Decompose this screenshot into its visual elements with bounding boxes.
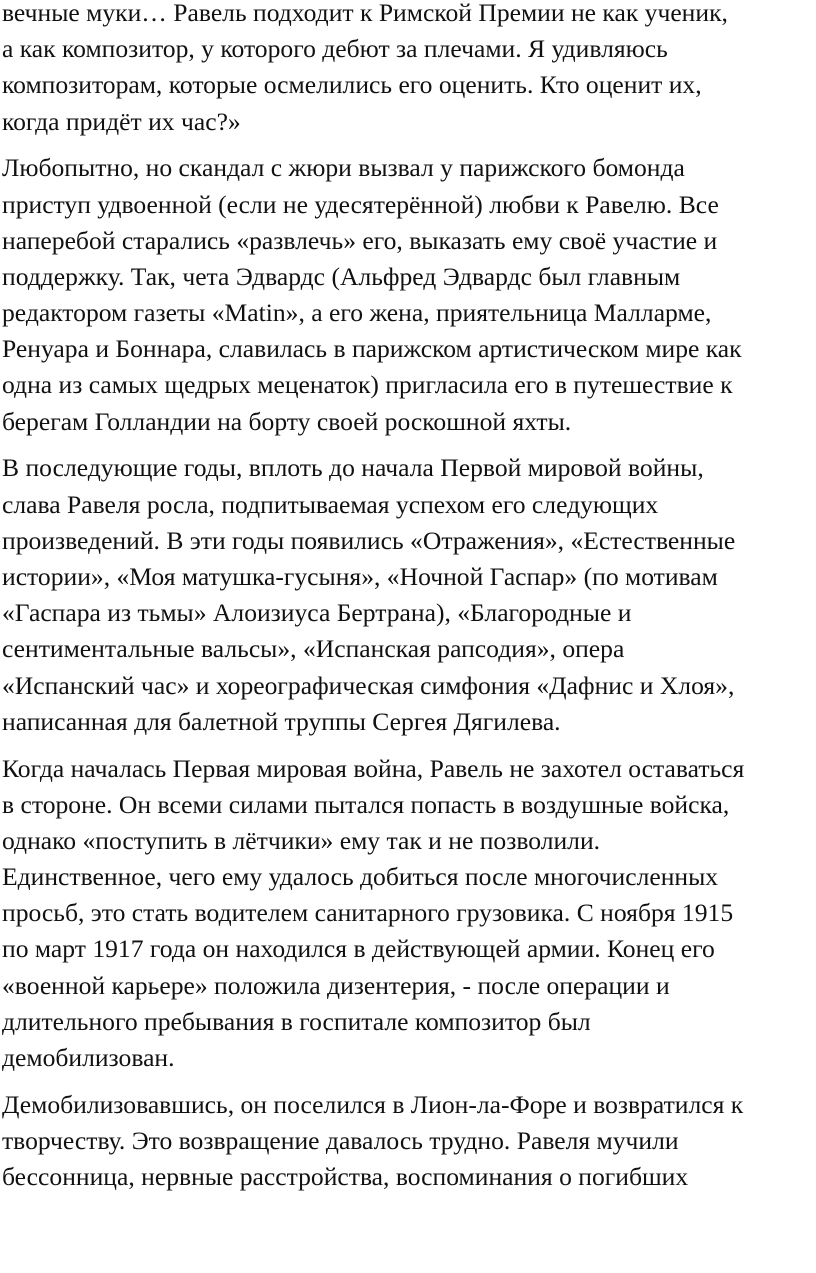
text-line: бессонница, нервные расстройства, воспоминания о погибших xyxy=(2,1162,689,1192)
text-line: Любопытно, но скандал с жюри вызвал у парижского бомонда xyxy=(2,153,685,183)
paragraph-spacer xyxy=(2,440,816,451)
text-line: однако «поступить в лётчики» ему так и не позволили. xyxy=(2,825,601,855)
text-line: «военной карьере» положила дизентерия, - после операции и xyxy=(2,970,670,1000)
text-line: Единственное, чего ему удалось добиться после многочисленных xyxy=(2,862,719,892)
text-line: наперебой старались «развлечь» его, выказать ему своё участие и xyxy=(2,225,718,255)
paragraph xyxy=(2,0,816,140)
text-line: длительного пребывания в госпитале композитор был xyxy=(2,1006,591,1036)
text-line: просьб, это стать водителем санитарного грузовика. С ноября 1915 xyxy=(2,898,734,928)
text-line: истории», «Моя матушка-гусыня», «Ночной Гаспар» (по мотивам xyxy=(2,562,718,591)
paragraph xyxy=(2,751,816,1077)
paragraph xyxy=(2,1087,816,1196)
text-line: поддержку. Так, чета Эдвардс (Альфред Эдвардс был главным xyxy=(2,261,681,291)
text-line: творчеству. Это возвращение давалось трудно. Равеля мучили xyxy=(2,1126,679,1155)
text-line: Ренуара и Боннара, славилась в парижском артистическом мире как xyxy=(2,334,742,364)
text-line: приступ удвоенной (если не удесятерённой) любви к Равелю. Все xyxy=(2,189,719,219)
text-line: а как композитор, у которого дебют за плечами. Я удивляюсь xyxy=(2,34,668,64)
paragraph-spacer xyxy=(2,1076,816,1087)
text-line: композиторам, которые осмелились его оценить. Кто оценит их, xyxy=(2,70,702,100)
text-line: произведений. В эти годы появились «Отражения», «Естественные xyxy=(2,525,736,555)
text-line: Демобилизовавшись, он поселился в Лион-ла-Форе и возвратился к xyxy=(2,1089,744,1119)
paragraph-spacer xyxy=(2,140,816,151)
text-line: «Испанский час» и хореографическая симфония «Дафнис и Хлоя», xyxy=(2,670,735,700)
text-line: демобилизован. xyxy=(2,1043,175,1073)
text-line: когда придёт их час?» xyxy=(2,106,241,136)
text-line: берегам Голландии на борту своей роскошной яхты. xyxy=(2,406,572,436)
text-line: написанная для балетной труппы Сергея Дягилева. xyxy=(2,706,561,736)
text-line: слава Равеля росла, подпитываемая успехом его следующих xyxy=(2,489,659,519)
text-line: «Гаспара из тьмы» Алоизиуса Бертрана), «Благородные и xyxy=(2,598,632,628)
text-line: одна из самых щедрых меценаток) пригласила его в путешествие к xyxy=(2,370,733,400)
text-line: В последующие годы, вплоть до начала Первой мировой войны, xyxy=(2,453,704,483)
text-line: редактором газеты «Matin», а его жена, приятельница Малларме, xyxy=(2,298,712,328)
text-line: по март 1917 года он находился в действующей армии. Конец его xyxy=(2,934,715,964)
text-line: вечные муки… Равель подходит к Римской Премии не как ученик, xyxy=(2,0,728,27)
text-line: Когда началась Первая мировая война, Равель не захотел оставаться xyxy=(2,753,745,783)
paragraph-spacer xyxy=(2,740,816,751)
document-page xyxy=(2,0,816,1195)
text-line: сентиментальные вальсы», «Испанская рапсодия», опера xyxy=(2,634,625,664)
paragraph xyxy=(2,150,816,440)
paragraph xyxy=(2,450,816,740)
text-line: в стороне. Он всеми силами пытался попасть в воздушные войска, xyxy=(2,789,730,819)
